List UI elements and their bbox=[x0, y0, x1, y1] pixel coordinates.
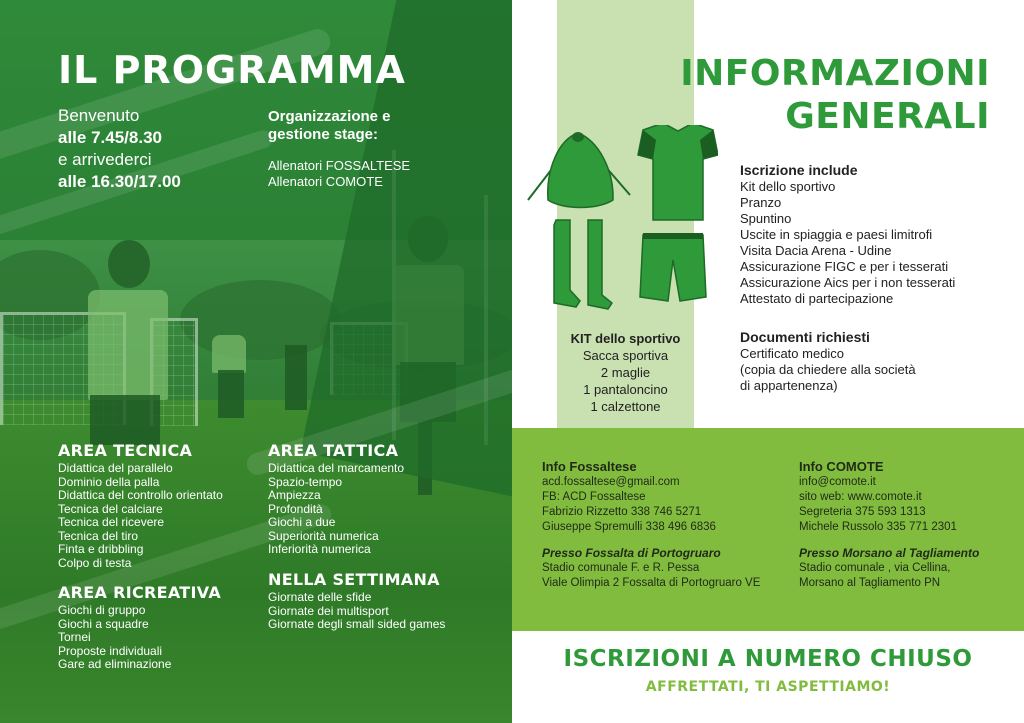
list-item: Spuntino bbox=[740, 211, 792, 226]
area-ricreativa bbox=[58, 583, 221, 672]
list-item: Giornate degli small sided games bbox=[268, 617, 446, 631]
list-item: Uscite in spiaggia e paesi limitrofi bbox=[740, 227, 933, 242]
list-item: Attestato di partecipazione bbox=[740, 291, 894, 306]
contact-phone: Segreteria 375 593 1313 bbox=[799, 506, 926, 518]
contact-phone: Michele Russolo 335 771 2301 bbox=[799, 521, 957, 533]
player-figure bbox=[88, 290, 168, 400]
list-item: Finta e dribbling bbox=[58, 542, 144, 556]
schedule-text bbox=[58, 105, 181, 193]
list-item: Giornate delle sfide bbox=[268, 590, 372, 604]
list-item: Tecnica del ricevere bbox=[58, 515, 165, 529]
list-item: Giornate dei multisport bbox=[268, 603, 389, 618]
contact-email[interactable]: acd.fossaltese@gmail.com bbox=[542, 476, 680, 488]
list-item: Didattica del parallelo bbox=[58, 461, 173, 475]
background-tree bbox=[180, 280, 340, 360]
contact-facebook: FB: ACD Fossaltese bbox=[542, 491, 646, 503]
footer-banner bbox=[512, 631, 1024, 723]
kit-item: 1 pantaloncino bbox=[583, 382, 668, 397]
contact-phone: Giuseppe Spremulli 338 496 6836 bbox=[542, 521, 716, 533]
kit-title: KIT dello sportivo bbox=[570, 331, 681, 346]
list-item: Kit dello sportivo bbox=[740, 179, 836, 194]
section-heading: AREA RICREATIVA bbox=[58, 583, 222, 602]
player-figure bbox=[212, 335, 246, 373]
list-item: Giochi a squadre bbox=[58, 616, 149, 631]
contact-comote bbox=[799, 458, 979, 591]
section-heading: AREA TECNICA bbox=[58, 441, 193, 460]
player-figure bbox=[90, 395, 160, 445]
list-item: Didattica del controllo orientato bbox=[58, 488, 223, 502]
contact-phone: Fabrizio Rizzetto 338 746 5271 bbox=[542, 506, 702, 518]
schedule-line: alle 7.45/8.30 bbox=[58, 128, 162, 147]
list-item: (copia da chiedere alla società bbox=[740, 362, 916, 377]
drawstring-bag-icon bbox=[528, 132, 630, 208]
section-heading: Iscrizione include bbox=[740, 162, 858, 178]
list-item: Assicurazione FIGC e per i tesserati bbox=[740, 259, 949, 274]
player-figure bbox=[218, 370, 244, 418]
shorts-icon bbox=[640, 233, 706, 301]
list-item: Ampiezza bbox=[268, 488, 321, 502]
program-title: IL PROGRAMMA bbox=[58, 48, 406, 92]
kit-illustration bbox=[518, 125, 718, 315]
contact-title: Info Fossaltese bbox=[542, 459, 637, 474]
organization-block bbox=[268, 108, 410, 190]
venue-line: Stadio comunale F. e R. Pessa bbox=[542, 562, 700, 574]
hurry-subline: AFFRETTATI, TI ASPETTIAMO! bbox=[645, 679, 891, 695]
list-item: Didattica del marcamento bbox=[268, 461, 405, 475]
section-heading: NELLA SETTIMANA bbox=[268, 570, 440, 589]
contact-email[interactable]: info@comote.it bbox=[799, 476, 876, 488]
player-figure bbox=[285, 345, 307, 410]
list-item: Pranzo bbox=[740, 195, 782, 210]
section-heading: Documenti richiesti bbox=[740, 329, 870, 345]
section-heading: AREA TATTICA bbox=[268, 441, 399, 460]
list-item: Proposte individuali bbox=[58, 643, 163, 658]
contact-fossaltese bbox=[542, 458, 760, 591]
list-item: Assicurazione Aics per i non tesserati bbox=[740, 275, 956, 290]
list-item: Profondità bbox=[268, 501, 323, 516]
kit-item: 2 maglie bbox=[600, 365, 651, 380]
venue-title: Presso Fossalta di Portogruaro bbox=[542, 546, 721, 560]
list-item: Giochi a due bbox=[268, 515, 336, 529]
list-item: Inferiorità numerica bbox=[268, 542, 371, 556]
list-item: Tornei bbox=[58, 630, 91, 644]
venue-title: Presso Morsano al Tagliamento bbox=[799, 546, 980, 560]
list-item: Tecnica del calciare bbox=[58, 501, 163, 516]
venue-line: Stadio comunale , via Cellina, bbox=[799, 562, 951, 574]
list-item: Certificato medico bbox=[740, 346, 845, 361]
socks-icon bbox=[554, 220, 612, 309]
schedule-line: e arrivederci bbox=[58, 150, 152, 169]
nella-settimana bbox=[268, 570, 445, 632]
area-tattica bbox=[268, 441, 404, 557]
area-tecnica bbox=[58, 441, 223, 570]
schedule-line: Benvenuto bbox=[58, 106, 140, 125]
organization-title: Organizzazione e gestione stage: bbox=[268, 108, 391, 143]
closed-enrollment-headline: ISCRIZIONI A NUMERO CHIUSO bbox=[563, 646, 973, 672]
schedule-line: alle 16.30/17.00 bbox=[58, 172, 181, 191]
organization-list bbox=[268, 158, 410, 190]
contact-website[interactable]: sito web: www.comote.it bbox=[799, 491, 922, 503]
kit-list bbox=[557, 330, 694, 415]
organization-line: Allenatori COMOTE bbox=[268, 174, 383, 189]
list-item: Visita Dacia Arena - Udine bbox=[740, 243, 892, 258]
info-title bbox=[680, 52, 990, 138]
organization-line: Allenatori FOSSALTESE bbox=[268, 158, 411, 173]
list-item: Giochi di gruppo bbox=[58, 603, 146, 617]
list-item: di appartenenza) bbox=[740, 378, 838, 393]
venue-line: Viale Olimpia 2 Fossalta di Portogruaro VE bbox=[542, 577, 761, 589]
list-item: Gare ad eliminazione bbox=[58, 657, 172, 671]
list-item: Colpo di testa bbox=[58, 555, 132, 570]
info-title-line: GENERALI bbox=[785, 96, 990, 137]
venue-line: Morsano al Tagliamento PN bbox=[799, 577, 941, 589]
list-item: Tecnica del tiro bbox=[58, 528, 139, 543]
list-item: Superiorità numerica bbox=[268, 528, 379, 543]
list-item: Spazio-tempo bbox=[268, 474, 343, 489]
list-item: Dominio della palla bbox=[58, 474, 160, 489]
kit-item: Sacca sportiva bbox=[582, 348, 669, 363]
required-documents bbox=[740, 329, 916, 394]
kit-item: 1 calzettone bbox=[590, 399, 661, 414]
info-title-line: INFORMAZIONI bbox=[680, 53, 990, 94]
registration-includes bbox=[740, 162, 955, 307]
contact-title: Info COMOTE bbox=[799, 459, 884, 474]
shirt-icon bbox=[638, 125, 718, 220]
player-figure bbox=[108, 240, 150, 288]
